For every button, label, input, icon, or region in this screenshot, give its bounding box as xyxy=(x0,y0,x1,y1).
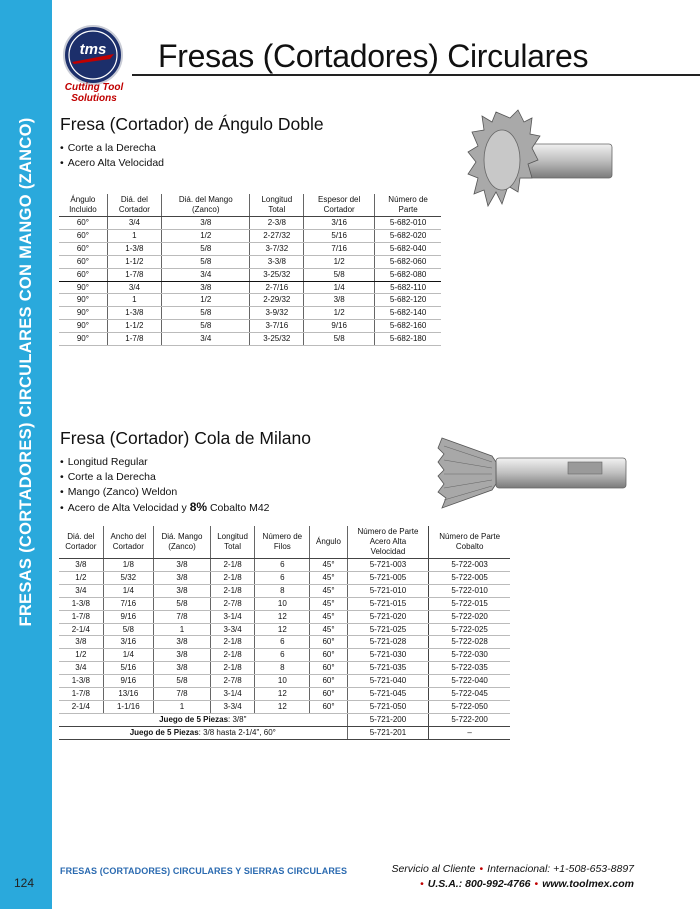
table-cell: 90° xyxy=(59,281,107,294)
footer-contact: Servicio al Cliente • Internacional: +1-508-653-8897 • U.S.A.: 800-992-4766 • www.toolmex.com xyxy=(391,863,634,890)
table-cell: 5-722-035 xyxy=(429,662,510,675)
table-cell: 5-682-020 xyxy=(375,229,441,242)
col-header: Ángulo Incluido xyxy=(59,194,107,217)
double-angle-table xyxy=(59,194,441,346)
table-cell: 2-1/4 xyxy=(59,623,103,636)
table-cell: 2-1/8 xyxy=(210,559,254,572)
table-cell: 6 xyxy=(255,649,310,662)
table-cell: 1-1/2 xyxy=(107,320,161,333)
table-cell: 6 xyxy=(255,559,310,572)
table-cell: 5/8 xyxy=(162,320,250,333)
table-cell: 60° xyxy=(59,229,107,242)
table-cell: 1 xyxy=(107,294,161,307)
table-row xyxy=(59,623,510,636)
table-cell: 3-3/4 xyxy=(210,700,254,713)
table-cell: 45° xyxy=(310,571,347,584)
table-cell: 2-27/32 xyxy=(250,229,304,242)
table-cell: 60° xyxy=(310,700,347,713)
col-header: Longitud Total xyxy=(250,194,304,217)
table-cell: 5-682-140 xyxy=(375,307,441,320)
table-row xyxy=(59,559,510,572)
table-cell: 1-1/16 xyxy=(103,700,153,713)
table-cell: 1/2 xyxy=(304,307,375,320)
feature-item: • Acero de Alta Velocidad y 8% Cobalto M42 xyxy=(60,500,270,516)
col-header: Ancho del Cortador xyxy=(103,526,153,559)
table-cell: 12 xyxy=(255,700,310,713)
col-header: Número de Parte xyxy=(375,194,441,217)
table-cell: 2-1/8 xyxy=(210,662,254,675)
table-cell: 5-721-050 xyxy=(347,700,429,713)
page-number: 124 xyxy=(14,876,35,890)
table-row xyxy=(59,700,510,713)
table-cell: 12 xyxy=(255,610,310,623)
table-cell: 3/4 xyxy=(59,584,103,597)
table-cell: 5/8 xyxy=(154,675,211,688)
table-cell: 3/16 xyxy=(103,636,153,649)
table-cell: 1 xyxy=(107,229,161,242)
table-cell: 5/8 xyxy=(304,268,375,281)
feature-item: • Acero Alta Velocidad xyxy=(60,156,164,171)
table-row xyxy=(59,320,441,333)
table-cell: 5-682-060 xyxy=(375,255,441,268)
table-cell: 60° xyxy=(310,688,347,701)
sidebar xyxy=(0,0,52,909)
company-logo xyxy=(62,24,124,86)
table-cell: 3/4 xyxy=(162,333,250,346)
table-cell: 1-3/8 xyxy=(107,307,161,320)
table-row xyxy=(59,333,441,346)
table-cell: 6 xyxy=(255,571,310,584)
col-header: Diá. del Cortador xyxy=(59,526,103,559)
table-cell: 1-1/2 xyxy=(107,255,161,268)
table-cell: 1/4 xyxy=(103,649,153,662)
table-cell: 90° xyxy=(59,294,107,307)
table-cell: 3/4 xyxy=(107,217,161,230)
table-cell: 5-682-110 xyxy=(375,281,441,294)
table-cell: 2-29/32 xyxy=(250,294,304,307)
table-cell: 3-25/32 xyxy=(250,333,304,346)
table-row xyxy=(59,597,510,610)
set-row: Juego de 5 Piezas: 3/8" 5-721-200 5-722-200 xyxy=(59,713,510,726)
table-cell: 3-3/8 xyxy=(250,255,304,268)
table-cell: 3/8 xyxy=(59,636,103,649)
table-cell: 5-721-003 xyxy=(347,559,429,572)
table-cell: 3/8 xyxy=(154,571,211,584)
table-cell: 5-722-003 xyxy=(429,559,510,572)
table-cell: 3-3/4 xyxy=(210,623,254,636)
table-cell: 13/16 xyxy=(103,688,153,701)
table-cell: 10 xyxy=(255,597,310,610)
table-cell: 1 xyxy=(154,623,211,636)
col-header: Ángulo xyxy=(310,526,347,559)
table-cell: 5-722-025 xyxy=(429,623,510,636)
col-header: Diá. del Cortador xyxy=(107,194,161,217)
table-header-row xyxy=(59,526,510,559)
table-cell: 1/2 xyxy=(162,229,250,242)
section2-title: Fresa (Cortador) Cola de Milano xyxy=(60,428,311,448)
table-cell: 60° xyxy=(59,255,107,268)
table-cell: 9/16 xyxy=(103,675,153,688)
logo-tagline: Cutting Tool Solutions xyxy=(64,82,124,104)
table-cell: 2-1/8 xyxy=(210,571,254,584)
footer-category: FRESAS (CORTADORES) CIRCULARES Y SIERRAS CIRCULARES xyxy=(60,866,348,876)
table-cell: 3/16 xyxy=(304,217,375,230)
table-cell: 5/8 xyxy=(103,623,153,636)
col-header: Número de Parte Acero Alta Velocidad xyxy=(347,526,429,559)
table-cell: 5-721-010 xyxy=(347,584,429,597)
table-cell: 3-25/32 xyxy=(250,268,304,281)
table-cell: 7/16 xyxy=(103,597,153,610)
table-row xyxy=(59,571,510,584)
table-row xyxy=(59,242,441,255)
table-cell: 5-682-080 xyxy=(375,268,441,281)
table-cell: 5/8 xyxy=(162,242,250,255)
table-cell: 5-722-045 xyxy=(429,688,510,701)
table-cell: 5-721-035 xyxy=(347,662,429,675)
table-cell: 3/4 xyxy=(107,281,161,294)
table-cell: 1-3/8 xyxy=(107,242,161,255)
table-cell: 3-1/4 xyxy=(210,610,254,623)
double-angle-cutter-image xyxy=(466,108,618,212)
table-cell: 1/2 xyxy=(304,255,375,268)
table-cell: 5-682-040 xyxy=(375,242,441,255)
table-cell: 5-722-005 xyxy=(429,571,510,584)
table-row xyxy=(59,688,510,701)
table-cell: 5/8 xyxy=(162,307,250,320)
table-row xyxy=(59,610,510,623)
table-cell: 5-682-120 xyxy=(375,294,441,307)
table-cell: 8 xyxy=(255,584,310,597)
table-cell: 3-7/16 xyxy=(250,320,304,333)
table-cell: 2-1/4 xyxy=(59,700,103,713)
table-cell: 5-721-045 xyxy=(347,688,429,701)
table-row xyxy=(59,662,510,675)
table-row xyxy=(59,294,441,307)
table-cell: 3/8 xyxy=(154,584,211,597)
table-row xyxy=(59,281,441,294)
table-cell: 10 xyxy=(255,675,310,688)
table-cell: 90° xyxy=(59,307,107,320)
section1-title: Fresa (Cortador) de Ángulo Doble xyxy=(60,114,324,134)
logo-mark: tms xyxy=(79,41,107,58)
table-cell: 3/8 xyxy=(154,662,211,675)
table-cell: 2-7/16 xyxy=(250,281,304,294)
table-cell: 60° xyxy=(310,662,347,675)
table-cell: 1/2 xyxy=(59,571,103,584)
col-header: Diá. del Mango (Zanco) xyxy=(162,194,250,217)
table-cell: 3-7/32 xyxy=(250,242,304,255)
table-cell: 8 xyxy=(255,662,310,675)
table-cell: 5-682-160 xyxy=(375,320,441,333)
table-cell: 3/8 xyxy=(162,217,250,230)
table-cell: 2-7/8 xyxy=(210,597,254,610)
table-cell: 3/8 xyxy=(154,559,211,572)
table-row xyxy=(59,649,510,662)
table-cell: 1-7/8 xyxy=(59,610,103,623)
table-row xyxy=(59,217,441,230)
table-cell: 45° xyxy=(310,584,347,597)
col-header: Número de Parte Cobalto xyxy=(429,526,510,559)
table-cell: 2-3/8 xyxy=(250,217,304,230)
table-cell: 7/8 xyxy=(154,688,211,701)
table-row xyxy=(59,268,441,281)
table-cell: 60° xyxy=(59,268,107,281)
table-cell: 5-721-025 xyxy=(347,623,429,636)
table-cell: 12 xyxy=(255,623,310,636)
table-cell: 5-721-005 xyxy=(347,571,429,584)
table-cell: 2-7/8 xyxy=(210,675,254,688)
set-row: Juego de 5 Piezas: 3/8 hasta 2-1/4", 60° 5-721-201 – xyxy=(59,726,510,739)
table-cell: 1-3/8 xyxy=(59,597,103,610)
table-cell: 45° xyxy=(310,597,347,610)
sidebar-category-text: FRESAS (CORTADORES) CIRCULARES CON MANGO (ZANCO) xyxy=(17,117,35,627)
table-cell: 7/16 xyxy=(304,242,375,255)
dovetail-table xyxy=(59,526,510,740)
table-cell: 1/4 xyxy=(304,281,375,294)
table-cell: 5-682-010 xyxy=(375,217,441,230)
table-cell: 5/8 xyxy=(162,255,250,268)
header-rule xyxy=(132,74,700,76)
table-cell: 5/32 xyxy=(103,571,153,584)
table-cell: 1 xyxy=(154,700,211,713)
table-row xyxy=(59,584,510,597)
table-header-row xyxy=(59,194,441,217)
table-cell: 90° xyxy=(59,320,107,333)
col-header: Número de Filos xyxy=(255,526,310,559)
table-cell: 2-1/8 xyxy=(210,649,254,662)
col-header: Diá. Mango (Zanco) xyxy=(154,526,211,559)
table-cell: 60° xyxy=(310,636,347,649)
table-cell: 3/8 xyxy=(304,294,375,307)
page-title: Fresas (Cortadores) Circulares xyxy=(158,38,589,74)
table-cell: 5-722-010 xyxy=(429,584,510,597)
table-cell: 7/8 xyxy=(154,610,211,623)
table-row xyxy=(59,229,441,242)
table-cell: 90° xyxy=(59,333,107,346)
col-header: Espesor del Cortador xyxy=(304,194,375,217)
table-cell: 3-9/32 xyxy=(250,307,304,320)
table-cell: 1-3/8 xyxy=(59,675,103,688)
table-cell: 3/8 xyxy=(59,559,103,572)
feature-item: • Corte a la Derecha xyxy=(60,141,164,156)
feature-item: • Mango (Zanco) Weldon xyxy=(60,485,270,500)
feature-item: • Longitud Regular xyxy=(60,455,270,470)
table-cell: 5/16 xyxy=(103,662,153,675)
table-cell: 5/8 xyxy=(304,333,375,346)
table-cell: 1/2 xyxy=(59,649,103,662)
table-row xyxy=(59,307,441,320)
table-cell: 2-1/8 xyxy=(210,636,254,649)
table-cell: 45° xyxy=(310,559,347,572)
table-cell: 1-7/8 xyxy=(59,688,103,701)
col-header: Longitud Total xyxy=(210,526,254,559)
table-cell: 12 xyxy=(255,688,310,701)
table-cell: 5/8 xyxy=(154,597,211,610)
table-cell: 5-722-015 xyxy=(429,597,510,610)
table-cell: 5-722-050 xyxy=(429,700,510,713)
table-cell: 1-7/8 xyxy=(107,268,161,281)
table-cell: 5-722-028 xyxy=(429,636,510,649)
table-cell: 60° xyxy=(59,242,107,255)
table-cell: 45° xyxy=(310,610,347,623)
table-cell: 5/16 xyxy=(304,229,375,242)
table-cell: 5-722-020 xyxy=(429,610,510,623)
table-cell: 5-721-028 xyxy=(347,636,429,649)
table-cell: 6 xyxy=(255,636,310,649)
table-cell: 60° xyxy=(59,217,107,230)
table-cell: 5-722-030 xyxy=(429,649,510,662)
table-cell: 1-7/8 xyxy=(107,333,161,346)
table-cell: 45° xyxy=(310,623,347,636)
table-cell: 60° xyxy=(310,675,347,688)
table-cell: 3/4 xyxy=(59,662,103,675)
table-cell: 3/4 xyxy=(162,268,250,281)
table-cell: 3/8 xyxy=(154,636,211,649)
table-cell: 1/8 xyxy=(103,559,153,572)
table-cell: 3/8 xyxy=(162,281,250,294)
table-cell: 3/8 xyxy=(154,649,211,662)
table-cell: 5-721-040 xyxy=(347,675,429,688)
feature-item: • Corte a la Derecha xyxy=(60,470,270,485)
table-cell: 5-682-180 xyxy=(375,333,441,346)
section1-features xyxy=(60,141,164,171)
table-cell: 5-722-040 xyxy=(429,675,510,688)
dovetail-cutter-image xyxy=(436,432,632,512)
table-cell: 9/16 xyxy=(304,320,375,333)
table-cell: 5-721-030 xyxy=(347,649,429,662)
table-cell: 9/16 xyxy=(103,610,153,623)
table-row xyxy=(59,255,441,268)
table-cell: 60° xyxy=(310,649,347,662)
table-row xyxy=(59,636,510,649)
website-link[interactable]: www.toolmex.com xyxy=(542,878,634,890)
table-row xyxy=(59,675,510,688)
table-cell: 3-1/4 xyxy=(210,688,254,701)
table-cell: 5-721-020 xyxy=(347,610,429,623)
section2-features xyxy=(60,455,270,516)
table-cell: 1/4 xyxy=(103,584,153,597)
table-cell: 2-1/8 xyxy=(210,584,254,597)
table-cell: 1/2 xyxy=(162,294,250,307)
table-cell: 5-721-015 xyxy=(347,597,429,610)
